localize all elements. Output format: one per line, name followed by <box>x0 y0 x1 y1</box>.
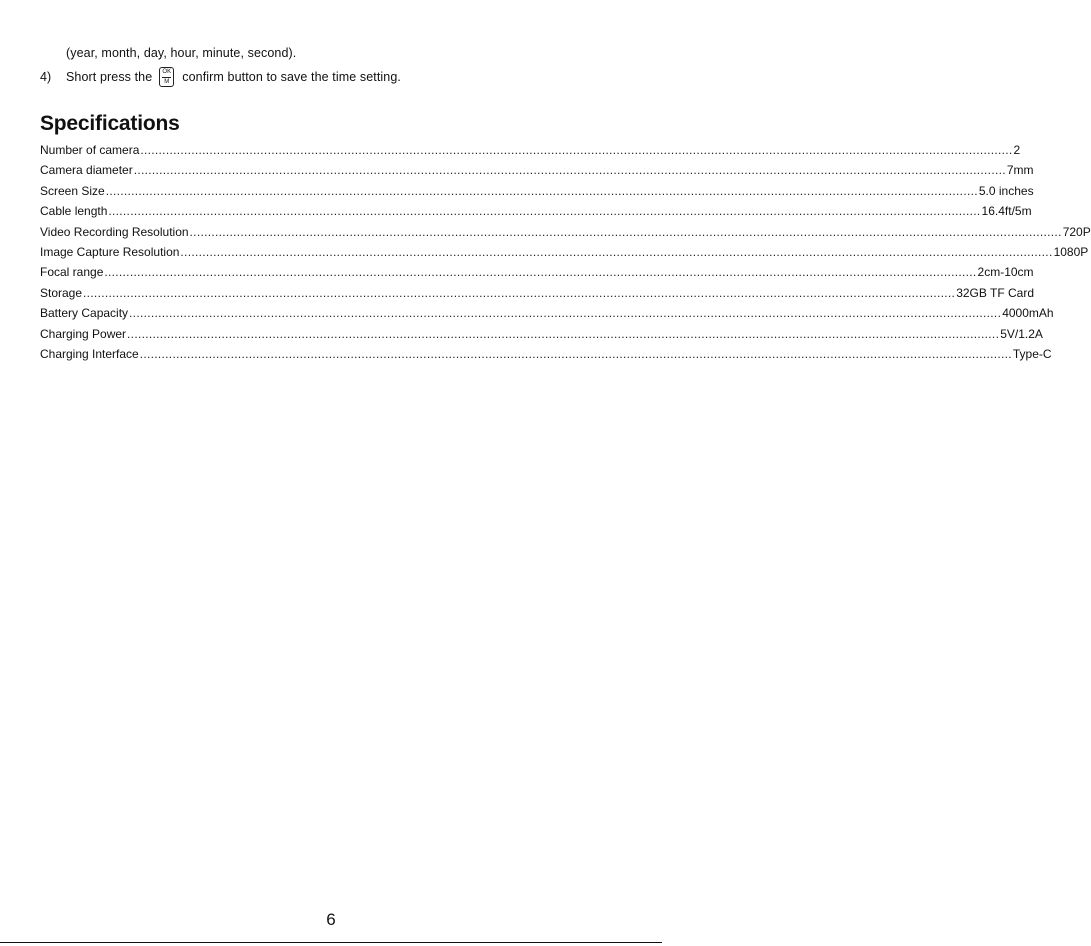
spec-row <box>40 160 1034 180</box>
spec-row <box>40 222 1091 242</box>
spec-value: 32GB TF Card <box>956 285 1034 300</box>
dot-leader: ................................................................................................................................................................................................................................................ <box>129 306 1002 321</box>
spec-row <box>40 201 1032 221</box>
spec-value: 4000mAh <box>1002 306 1054 321</box>
dot-leader: ................................................................................................................................................................................................................................................ <box>83 285 956 300</box>
spec-label: Video Recording Resolution <box>40 224 189 239</box>
spec-label: Number of camera <box>40 143 140 157</box>
spec-row <box>40 181 1034 201</box>
step-text-after: confirm button to save the time setting. <box>182 70 401 84</box>
spec-value: 2 <box>1013 143 1021 157</box>
spec-row <box>40 344 1052 364</box>
key-divider <box>162 77 171 78</box>
spec-row <box>40 283 1034 303</box>
spec-value: 7mm <box>1006 163 1034 178</box>
instruction-step-4 <box>40 66 401 88</box>
spec-label: Cable length <box>40 204 108 219</box>
footer-divider <box>0 942 662 943</box>
dot-leader: ................................................................................................................................................................................................................................................ <box>105 183 978 198</box>
dot-leader: ................................................................................................................................................................................................................................................ <box>189 224 1062 239</box>
spec-value: Type-C <box>1012 346 1052 361</box>
spec-label: Battery Capacity <box>40 306 129 321</box>
spec-row <box>40 140 1021 160</box>
spec-label: Charging Power <box>40 326 127 341</box>
spec-row <box>40 303 1054 323</box>
spec-value: 1080P <box>1053 244 1089 259</box>
spec-label: Focal range <box>40 265 104 280</box>
spec-label: Camera diameter <box>40 163 133 178</box>
m-key-label: M <box>164 78 170 85</box>
spec-value: 5.0 inches <box>978 183 1034 198</box>
dot-leader: ................................................................................................................................................................................................................................................ <box>139 346 1012 361</box>
spec-label: Storage <box>40 285 83 300</box>
dot-leader: ................................................................................................................................................................................................................................................ <box>133 163 1006 178</box>
spec-value: 16.4ft/5m <box>981 204 1032 219</box>
spec-value: 5V/1.2A <box>1000 326 1043 341</box>
dot-leader: ................................................................................................................................................................................................................................................ <box>140 143 1013 157</box>
dot-leader: ................................................................................................................................................................................................................................................ <box>127 326 1000 341</box>
specifications-list <box>40 140 1091 364</box>
spec-row <box>40 242 1089 262</box>
dot-leader: ................................................................................................................................................................................................................................................ <box>180 244 1053 259</box>
spec-row <box>40 324 1043 344</box>
dot-leader: ................................................................................................................................................................................................................................................ <box>108 204 981 219</box>
ok-m-button-icon <box>159 67 174 87</box>
step-number: 4) <box>40 70 52 84</box>
specifications-heading: Specifications <box>40 112 180 135</box>
step-text-before: Short press the <box>66 70 153 84</box>
spec-label: Screen Size <box>40 183 105 198</box>
spec-label: Image Capture Resolution <box>40 244 180 259</box>
spec-value: 2cm-10cm <box>977 265 1034 280</box>
spec-value: 720P <box>1062 224 1091 239</box>
spec-row <box>40 262 1034 282</box>
spec-label: Charging Interface <box>40 346 139 361</box>
page-number: 6 <box>326 910 336 929</box>
dot-leader: ................................................................................................................................................................................................................................................ <box>104 265 977 280</box>
instruction-continuation: (year, month, day, hour, minute, second). <box>66 46 297 60</box>
ok-key-label: OK <box>162 68 172 75</box>
